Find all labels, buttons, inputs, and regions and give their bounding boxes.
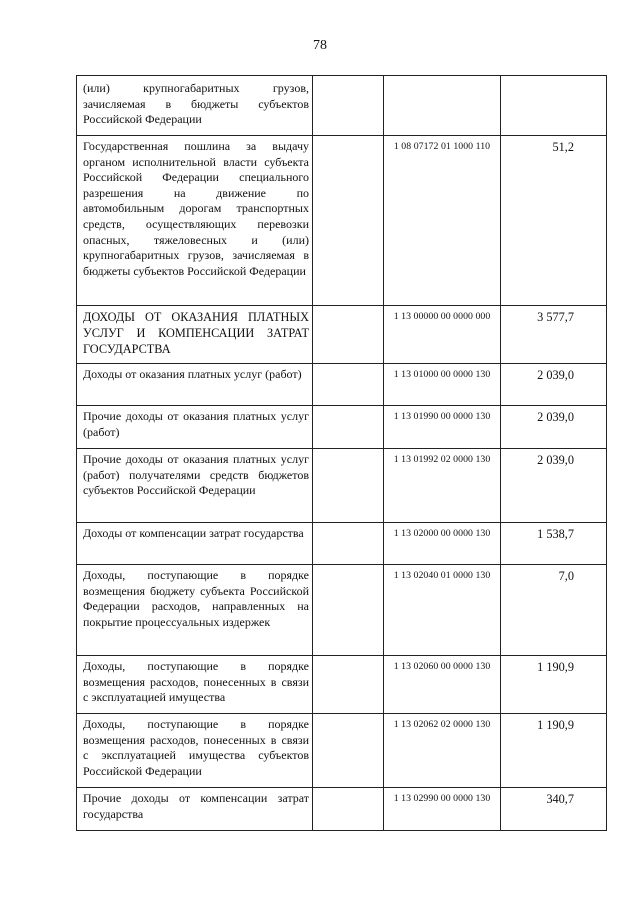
blank-cell	[313, 364, 384, 406]
budget-classification-code: 1 13 02062 02 0000 130	[393, 719, 491, 730]
amount-cell	[501, 136, 607, 306]
blank-cell	[313, 449, 384, 523]
page-number: 78	[313, 38, 327, 53]
table-row	[77, 406, 607, 449]
blank-cell	[313, 523, 384, 565]
revenue-description: ДОХОДЫ ОТ ОКАЗАНИЯ ПЛАТНЫХ УСЛУГ И КОМПЕНСАЦИИ ЗАТРАТ ГОСУДАРСТВА	[83, 310, 309, 356]
revenue-description: Прочие доходы от оказания платных услуг (работ)	[83, 409, 309, 439]
table-row	[77, 523, 607, 565]
revenue-description: Прочие доходы от компенсации затрат государства	[83, 791, 309, 821]
description-cell	[77, 364, 313, 406]
table-row	[77, 656, 607, 714]
revenue-amount: 1 190,9	[537, 718, 574, 732]
amount-cell	[501, 306, 607, 364]
blank-cell	[313, 406, 384, 449]
revenue-description: Доходы, поступающие в порядке возмещения расходов, понесенных в связи с эксплуатацией имущества	[83, 659, 309, 705]
budget-classification-code: 1 13 02060 00 0000 130	[393, 661, 491, 672]
code-cell	[384, 449, 501, 523]
amount-cell	[501, 76, 607, 136]
revenue-description: Доходы от оказания платных услуг (работ)	[83, 367, 302, 381]
blank-cell	[313, 76, 384, 136]
revenue-description: Доходы от компенсации затрат государства	[83, 526, 304, 540]
revenue-amount: 2 039,0	[537, 368, 574, 382]
code-cell	[384, 364, 501, 406]
amount-cell	[501, 449, 607, 523]
amount-cell	[501, 788, 607, 831]
code-cell	[384, 714, 501, 788]
revenue-description: Государственная пошлина за выдачу органом исполнительной власти субъекта Российской Федерации специального разрешения на движение по автомобильным дорогам транспортных средств, осуществляющих перевозки опасных, тяжеловесных и (или) крупногабаритных грузов, зачисляемая в бюджеты субъектов Российской Федерации	[83, 139, 309, 278]
blank-cell	[313, 136, 384, 306]
code-cell	[384, 406, 501, 449]
revenue-amount: 1 538,7	[537, 527, 574, 541]
revenue-table	[76, 75, 607, 831]
blank-cell	[313, 656, 384, 714]
revenue-amount: 2 039,0	[537, 410, 574, 424]
code-cell	[384, 136, 501, 306]
revenue-amount: 2 039,0	[537, 453, 574, 467]
code-cell	[384, 656, 501, 714]
code-cell	[384, 306, 501, 364]
table-row	[77, 136, 607, 306]
table-row	[77, 449, 607, 523]
table-row	[77, 788, 607, 831]
amount-cell	[501, 656, 607, 714]
budget-classification-code: 1 13 01990 00 0000 130	[393, 411, 491, 422]
table-row	[77, 565, 607, 656]
budget-classification-code	[384, 76, 500, 81]
code-cell	[384, 76, 501, 136]
revenue-amount: 7,0	[558, 569, 574, 583]
amount-cell	[501, 565, 607, 656]
description-cell	[77, 788, 313, 831]
description-cell	[77, 306, 313, 364]
table-row	[77, 714, 607, 788]
code-cell	[384, 565, 501, 656]
revenue-amount: 51,2	[552, 140, 574, 154]
budget-classification-code: 1 13 02000 00 0000 130	[393, 528, 491, 539]
revenue-description: Прочие доходы от оказания платных услуг (работ) получателями средств бюджетов субъектов Российской Федерации	[83, 452, 309, 498]
blank-cell	[313, 714, 384, 788]
blank-cell	[313, 788, 384, 831]
table-row	[77, 364, 607, 406]
amount-cell	[501, 406, 607, 449]
description-cell	[77, 565, 313, 656]
revenue-amount: 1 190,9	[537, 660, 574, 674]
description-cell	[77, 76, 313, 136]
revenue-description: Доходы, поступающие в порядке возмещения бюджету субъекта Российской Федерации расходов, направленных на покрытие процессуальных издержек	[83, 568, 309, 629]
amount-cell	[501, 364, 607, 406]
revenue-description: (или) крупногабаритных грузов, зачисляемая в бюджеты субъектов Российской Федерации	[83, 81, 309, 127]
amount-cell	[501, 523, 607, 565]
budget-classification-code: 1 13 00000 00 0000 000	[393, 311, 491, 322]
description-cell	[77, 406, 313, 449]
budget-classification-code: 1 08 07172 01 1000 110	[393, 141, 491, 152]
description-cell	[77, 449, 313, 523]
table-row	[77, 306, 607, 364]
code-cell	[384, 523, 501, 565]
budget-classification-code: 1 13 02990 00 0000 130	[393, 793, 491, 804]
revenue-amount: 3 577,7	[537, 310, 574, 324]
blank-cell	[313, 306, 384, 364]
table-row	[77, 76, 607, 136]
revenue-table-body	[77, 76, 607, 831]
budget-classification-code: 1 13 02040 01 0000 130	[393, 570, 491, 581]
description-cell	[77, 136, 313, 306]
revenue-description: Доходы, поступающие в порядке возмещения расходов, понесенных в связи с эксплуатацией имущества субъектов Российской Федерации	[83, 717, 309, 778]
amount-cell	[501, 714, 607, 788]
description-cell	[77, 714, 313, 788]
description-cell	[77, 523, 313, 565]
blank-cell	[313, 565, 384, 656]
budget-classification-code: 1 13 01000 00 0000 130	[393, 369, 491, 380]
budget-classification-code: 1 13 01992 02 0000 130	[393, 454, 491, 465]
code-cell	[384, 788, 501, 831]
description-cell	[77, 656, 313, 714]
revenue-amount	[501, 76, 606, 80]
revenue-amount: 340,7	[546, 792, 574, 806]
